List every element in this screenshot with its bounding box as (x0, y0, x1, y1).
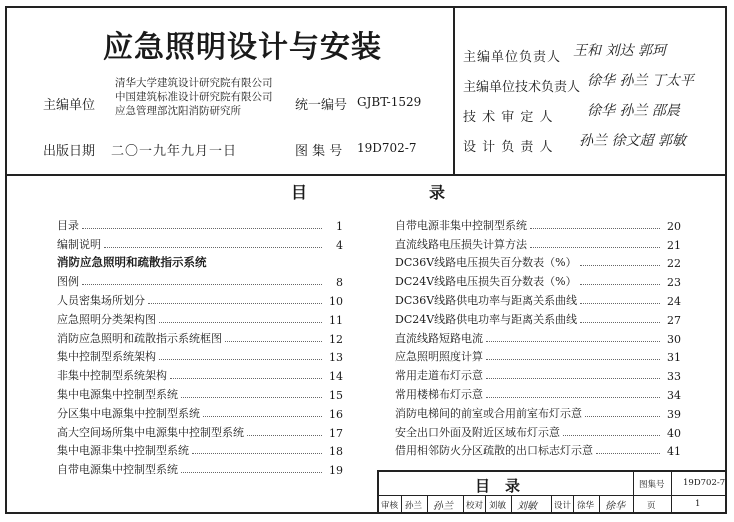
tb-check-label: 校对 (466, 501, 484, 511)
toc-entry-title: 安全出口外面及附近区域布灯示意 (395, 425, 560, 439)
title-block-atlas-value: 19D702-7 (683, 478, 726, 488)
toc-page-number: 11 (329, 313, 343, 327)
atlas-no-value: 19D702-7 (357, 141, 417, 155)
toc-page-number: 41 (667, 445, 681, 459)
editor-unit-1: 清华大学建筑设计研究院有限公司 (115, 77, 273, 89)
toc-leader-dots (596, 452, 660, 454)
toc-leader-dots (181, 471, 322, 473)
date-label: 出版日期 (43, 144, 96, 159)
toc-leader-dots (225, 340, 322, 342)
toc-entry[interactable] (57, 402, 343, 421)
toc-entry-title: DC24V线路供电功率与距离关系曲线 (395, 312, 578, 326)
code-value: GJBT-1529 (357, 95, 422, 109)
toc-entry-title: 图例 (57, 275, 79, 289)
toc-heading-right: 录 (429, 183, 446, 202)
editor-unit-3: 应急管理部沈阳消防研究所 (115, 105, 241, 117)
toc-page-number: 20 (667, 219, 681, 233)
toc-page-number: 23 (667, 276, 681, 290)
toc-entry[interactable] (57, 233, 343, 252)
toc-page-number: 8 (336, 276, 343, 290)
toc-leader-dots (580, 264, 660, 266)
toc-entry-title: 消防应急照明和疏散指示系统 (57, 255, 207, 270)
toc-page-number: 12 (329, 332, 343, 346)
toc-leader-dots (580, 321, 660, 323)
toc-page-number: 14 (329, 370, 343, 384)
toc-page-number: 17 (329, 426, 343, 440)
toc-left-column (57, 214, 343, 477)
toc-leader-dots (181, 396, 322, 398)
atlas-no-label: 图 集 号 (295, 144, 343, 159)
toc-leader-dots (580, 283, 660, 285)
toc-page-number: 13 (329, 351, 343, 365)
toc-page-number: 10 (329, 294, 343, 308)
tb-check-name: 刘敏 (489, 501, 507, 511)
toc-leader-dots (170, 377, 322, 379)
toc-entry-title: 消防应急照明和疏散指示系统框图 (57, 331, 222, 345)
toc-entry[interactable] (395, 383, 681, 402)
toc-page-number: 21 (667, 238, 681, 252)
toc-entry-title: 非集中控制型系统架构 (57, 369, 167, 383)
toc-page-number: 39 (667, 407, 681, 421)
toc-entry[interactable] (57, 440, 343, 459)
toc-leader-dots (580, 302, 660, 304)
toc-entry[interactable] (395, 233, 681, 252)
tb-review-name: 孙兰 (405, 501, 423, 511)
toc-entry[interactable] (57, 346, 343, 365)
toc-entry[interactable] (395, 308, 681, 327)
title-block-page-label: 页 (647, 501, 656, 511)
toc-page-number: 22 (667, 257, 681, 271)
role-chief-unit: 主编单位负责人 (463, 50, 562, 65)
tb-design-name: 徐华 (577, 501, 595, 511)
toc-entry-title: 常用走道布灯示意 (395, 369, 483, 383)
toc-entry-title: 集中控制型系统架构 (57, 350, 156, 364)
title-block-atlas-label: 图集号 (639, 480, 665, 490)
toc-entry[interactable] (57, 214, 343, 233)
toc-page-number: 16 (329, 407, 343, 421)
toc-entry[interactable] (395, 346, 681, 365)
toc-leader-dots (563, 434, 660, 436)
tb-check-signature: 刘敏 (517, 501, 537, 512)
toc-heading-left: 目 (291, 183, 308, 202)
toc-entry[interactable] (57, 364, 343, 383)
header-block (7, 8, 725, 176)
toc-leader-dots (486, 396, 660, 398)
role-tech-chief: 主编单位技术负责人 (463, 80, 581, 95)
toc-page-number: 4 (336, 238, 343, 252)
toc-entry[interactable] (395, 402, 681, 421)
toc-leader-dots (486, 340, 660, 342)
toc-leader-dots (247, 434, 322, 436)
toc-page-number: 34 (667, 388, 681, 402)
toc-entry[interactable] (395, 327, 681, 346)
toc-entry-title: 常用楼梯布灯示意 (395, 387, 483, 401)
toc-leader-dots (82, 227, 322, 229)
toc-page-number: 33 (667, 370, 681, 384)
toc-entry[interactable] (395, 364, 681, 383)
toc-section-heading (57, 252, 343, 271)
title-block-name: 目 录 (475, 477, 521, 495)
toc-entry[interactable] (57, 383, 343, 402)
toc-entry-title: 目录 (57, 218, 79, 232)
toc-leader-dots (486, 358, 660, 360)
code-label: 统一编号 (295, 98, 348, 113)
toc-entry-title: 消防电梯间的前室或合用前室布灯示意 (395, 406, 582, 420)
drawing-frame (5, 6, 727, 514)
toc-entry[interactable] (395, 421, 681, 440)
tb-design-label: 设计 (554, 501, 572, 511)
toc-entry-title: DC36V线路供电功率与距离关系曲线 (395, 293, 578, 307)
toc-entry-title: 集中电源非集中控制型系统 (57, 444, 189, 458)
toc-leader-dots (104, 246, 322, 248)
toc-entry[interactable] (57, 327, 343, 346)
toc-leader-dots (530, 246, 660, 248)
toc-entry-title: 自带电源非集中控制型系统 (395, 218, 527, 232)
toc-leader-dots (486, 377, 660, 379)
toc-page-number: 31 (667, 351, 681, 365)
role-design-lead: 设 计 负 责 人 (463, 140, 554, 155)
toc-entry-title: 借用相邻防火分区疏散的出口标志灯示意 (395, 444, 593, 458)
title-block-page-value: 1 (695, 499, 701, 509)
signature-tech-chief: 徐华 孙兰 丁太平 (587, 73, 694, 89)
toc-leader-dots (148, 302, 322, 304)
toc-page-number: 19 (329, 464, 343, 478)
editor-label: 主编单位 (43, 98, 96, 113)
toc-entry[interactable] (57, 421, 343, 440)
toc-entry[interactable] (395, 270, 681, 289)
toc-entry[interactable] (57, 270, 343, 289)
toc-page-number: 30 (667, 332, 681, 346)
toc-leader-dots (159, 321, 322, 323)
toc-entry-title: 应急照明照度计算 (395, 350, 483, 364)
toc-page-number: 1 (336, 219, 343, 233)
toc-leader-dots (159, 358, 322, 360)
toc-entry[interactable] (395, 214, 681, 233)
toc-entry[interactable] (395, 440, 681, 459)
toc-entry-title: 编制说明 (57, 237, 101, 251)
toc-entry[interactable] (57, 289, 343, 308)
toc-entry-title: 高大空间场所集中电源集中控制型系统 (57, 425, 244, 439)
atlas-title: 应急照明设计与安装 (103, 30, 382, 65)
tb-review-signature: 孙兰 (433, 501, 453, 512)
toc-leader-dots (203, 415, 322, 417)
role-tech-reviewer: 技 术 审 定 人 (463, 110, 554, 125)
toc-entry-title: 直流线路电压损失计算方法 (395, 237, 527, 251)
toc-entry[interactable] (395, 289, 681, 308)
toc-page-number: 18 (329, 445, 343, 459)
signature-tech-reviewer: 徐华 孙兰 邵晨 (587, 103, 680, 119)
toc-entry-title: 分区集中电源集中控制型系统 (57, 406, 200, 420)
tb-design-signature: 徐华 (605, 501, 625, 512)
toc-entry-title: DC36V线路电压损失百分数表（%） (395, 256, 577, 270)
title-block (377, 470, 725, 512)
toc-entry-title: DC24V线路电压损失百分数表（%） (395, 275, 577, 289)
toc-entry-title: 集中电源集中控制型系统 (57, 387, 178, 401)
toc-entry[interactable] (57, 308, 343, 327)
toc-right-column (395, 214, 681, 458)
toc-leader-dots (82, 283, 322, 285)
toc-leader-dots (585, 415, 660, 417)
date-value: 二〇一九年九月一日 (111, 144, 238, 159)
toc-leader-dots (192, 452, 322, 454)
editor-unit-2: 中国建筑标准设计研究院有限公司 (115, 91, 273, 103)
toc-leader-dots (530, 227, 660, 229)
toc-entry-title: 自带电源集中控制型系统 (57, 463, 178, 477)
header-divider (453, 8, 455, 174)
toc-entry-title: 人员密集场所划分 (57, 293, 145, 307)
signature-design-lead: 孙兰 徐文超 郭敏 (579, 133, 686, 149)
toc-page-number: 40 (667, 426, 681, 440)
toc-entry[interactable] (57, 458, 343, 477)
toc-page-number: 24 (667, 294, 681, 308)
toc-entry[interactable] (395, 252, 681, 271)
toc-page-number: 27 (667, 313, 681, 327)
tb-review-label: 审核 (381, 501, 399, 511)
toc-entry-title: 直流线路短路电流 (395, 331, 483, 345)
toc-entry-title: 应急照明分类架构图 (57, 312, 156, 326)
toc-page-number: 15 (329, 388, 343, 402)
signature-chief-unit: 王和 刘达 郭珂 (573, 43, 666, 59)
